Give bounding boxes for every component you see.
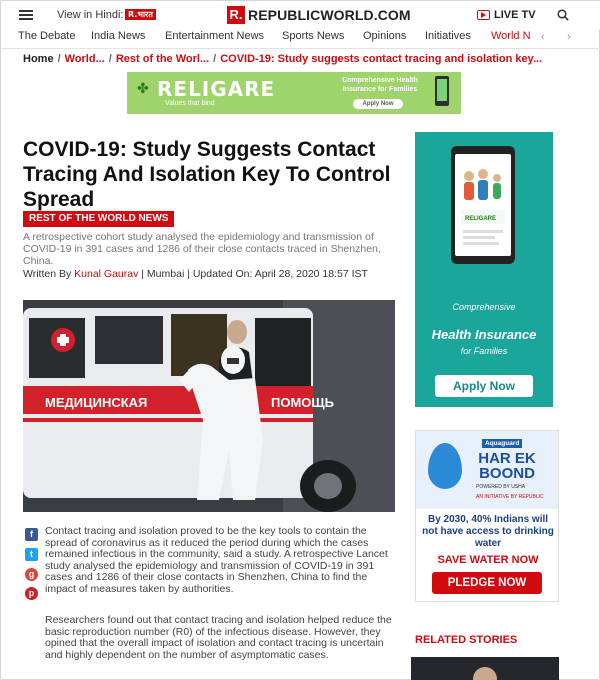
initiative-by: AN INITIATIVE BY REPUBLIC [476, 494, 544, 500]
hindi-site-link[interactable]: R.भारत [125, 9, 156, 20]
phone-icon [435, 76, 449, 106]
breadcrumb-rest-of-world[interactable]: Rest of the Worl... [115, 53, 210, 65]
ad-line-families: for Families [460, 346, 508, 356]
menu-icon[interactable] [19, 10, 33, 20]
nav-item-opinions[interactable]: Opinions [363, 30, 407, 42]
campaign-message: By 2030, 40% Indians will not have access to drinking water [422, 514, 554, 549]
nav-item-sports[interactable]: Sports News [282, 30, 345, 42]
byline-meta: | Mumbai | Updated On: April 28, 2020 18:57 IST [138, 268, 368, 280]
ambulance-scene [23, 300, 395, 512]
breadcrumb-home[interactable]: Home [23, 53, 54, 65]
facebook-icon[interactable]: f [25, 528, 38, 541]
sidebar-ad-water[interactable] [415, 430, 559, 602]
nav-item-entertainment[interactable]: Entertainment News [165, 30, 265, 42]
nav-item-india[interactable]: India News [91, 30, 146, 42]
category-badge[interactable]: REST OF THE WORLD NEWS [23, 211, 174, 227]
breadcrumb: Home / World... / Rest of the Worl... / COVID-19: Study suggests contact tracing and isolation key... [23, 53, 543, 65]
article-photo [23, 300, 395, 512]
ad-tagline: Values that bind [165, 100, 215, 107]
related-thumb-image [411, 657, 559, 680]
ambulance-text-left: МЕДИЦИНСКАЯ [45, 395, 148, 410]
pinterest-icon[interactable]: p [25, 587, 38, 600]
logo-text: REPUBLICWORLD.COM [248, 7, 411, 23]
ad-brand: RELIGARE [157, 77, 276, 101]
hindi-label: View in Hindi: [57, 9, 124, 21]
tv-icon [477, 10, 490, 20]
article-title: COVID-19: Study Suggests Contact Tracing And Isolation Key To Control Spread [23, 138, 391, 211]
related-story-thumbnail[interactable] [411, 657, 559, 680]
google-plus-icon[interactable]: g [25, 568, 38, 581]
nav-item-debate[interactable]: The Debate [18, 30, 76, 42]
site-logo[interactable] [227, 6, 411, 24]
phone-illustration [451, 146, 515, 264]
screen-brand: RELIGARE [465, 216, 497, 222]
related-stories-heading: RELATED STORIES [415, 634, 518, 646]
nav-next-icon[interactable]: › [567, 31, 571, 43]
twitter-icon[interactable]: t [25, 548, 38, 561]
logo-mark: R. [227, 6, 245, 24]
ad-apply-button[interactable]: Apply Now [353, 99, 403, 109]
ad-headline: Comprehensive Health Insurance for Families [342, 77, 418, 93]
nav-item-initiatives[interactable]: Initiatives [425, 30, 471, 42]
clover-icon: ✤ [137, 80, 149, 96]
ad-line-health-insurance: Health Insurance [431, 327, 537, 342]
pledge-now-button[interactable]: PLEDGE NOW [432, 572, 542, 594]
top-bar [1, 1, 600, 29]
author-link[interactable]: Kunal Gaurav [74, 268, 139, 280]
live-tv-link[interactable] [477, 9, 536, 21]
breadcrumb-current: COVID-19: Study suggests contact tracing and isolation key... [220, 53, 543, 65]
live-tv-label: LIVE TV [494, 9, 536, 21]
water-drop-icon [428, 443, 462, 489]
nav-item-world[interactable]: World N [491, 30, 531, 42]
ambulance-text-right: ПОМОЩЬ [271, 395, 334, 410]
article-paragraph-2: Researchers found out that contact tracing and isolation helped reduce the basic reproduction number (R0) of the infectious disease. However, they opined that the overall impact of isolation and contact tracing is uncertain and highly dependent on the number of asymptomatic cases. [45, 614, 392, 661]
byline-prefix: Written By [23, 268, 75, 280]
article-byline [23, 268, 395, 280]
article-summary: A retrospective cohort study analysed the epidemiology and transmission of COVID-19 in 391 cases and 1286 of their close contacts traced in Shenzhen, China. [23, 231, 381, 267]
main-nav [1, 29, 600, 49]
top-banner-ad[interactable] [127, 72, 461, 114]
nav-prev-icon[interactable]: ‹ [541, 31, 545, 43]
ad-line-comprehensive: Comprehensive [452, 302, 516, 312]
sidebar-ad-insurance[interactable] [415, 132, 553, 407]
breadcrumb-world[interactable]: World... [64, 53, 105, 65]
powered-by: POWERED BY USHA [476, 484, 526, 490]
family-illustration [455, 154, 511, 256]
apply-now-button[interactable]: Apply Now [435, 375, 533, 397]
save-water-text: SAVE WATER NOW [437, 554, 539, 566]
campaign-title: HAR EK BOOND [478, 450, 536, 482]
aquaguard-logo: Aquaguard [482, 439, 522, 448]
search-icon[interactable] [557, 9, 569, 21]
article-paragraph-1: Contact tracing and isolation proved to be the key tools to contain the spread of coronavirus as it reduced the period during which the cases remained infectious in the community, said a study. A retrospective Lancet study analysed the epidemiology and transmission of COVID-19 in 391 cases and 1286 of their close contacts in Shenzhen, China to find the impact of measures taken by authorities. [45, 525, 388, 595]
